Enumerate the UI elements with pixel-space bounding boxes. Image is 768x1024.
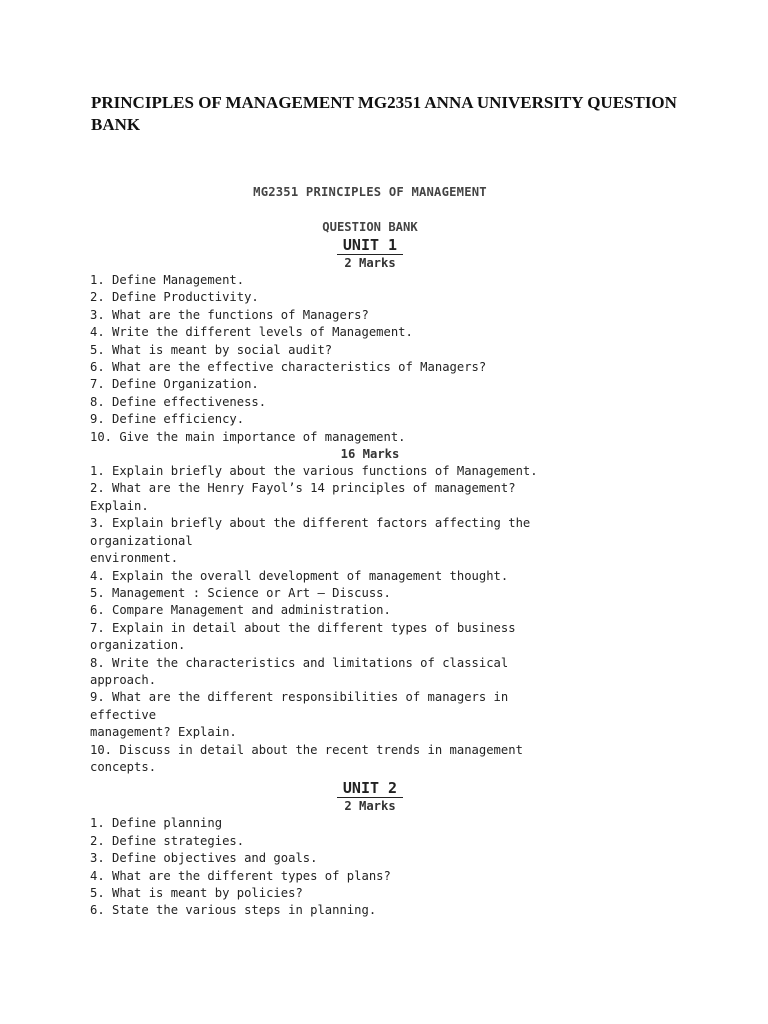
document-subtitle: MG2351 PRINCIPLES OF MANAGEMENT [253, 185, 487, 199]
marks-label: 16 Marks [340, 447, 400, 462]
question-item: 6. Compare Management and administration. [90, 603, 391, 618]
question-item: 2. Define Productivity. [90, 290, 259, 305]
question-item: 1. Define planning [90, 816, 223, 831]
question-item: 9. What are the different responsibilities of managers in effective management? Explain. [90, 690, 509, 740]
question-item: 5. What is meant by policies? [90, 886, 303, 900]
marks-label: 2 Marks [344, 256, 396, 270]
question-item: 7. Define Organization. [90, 377, 259, 392]
question-item: 3. What are the functions of Managers? [90, 307, 369, 322]
question-item: 4. What are the different types of plans? [90, 868, 391, 883]
document-title: PRINCIPLES OF MANAGEMENT MG2351 ANNA UNIVERSITY QUESTION BANK [91, 93, 677, 134]
question-list [90, 815, 650, 919]
question-item: 5. Management : Science or Art – Discuss. [90, 585, 391, 600]
question-item: 2. Define strategies. [90, 833, 245, 848]
unit-heading [90, 778, 650, 798]
question-bank-label: QUESTION BANK [322, 220, 418, 234]
unit-1-heading: UNIT 1 [337, 236, 403, 255]
question-item: 6. What are the effective characteristics of Managers? [90, 360, 487, 375]
marks-label: 2 Marks [344, 799, 396, 814]
question-item: 3. Explain briefly about the different factors affecting the organizational environment. [90, 516, 531, 566]
question-item: 1. Define Management. [90, 273, 245, 287]
question-item: 1. Explain briefly about the various functions of Management. [90, 464, 538, 479]
question-item: 8. Write the characteristics and limitations of classical approach. [90, 655, 509, 687]
question-item: 3. Define objectives and goals. [90, 851, 318, 866]
question-list [90, 272, 650, 446]
question-item: 10. Discuss in detail about the recent trends in management concepts. [90, 742, 523, 774]
question-item: 5. What is meant by social audit? [90, 342, 333, 357]
question-item: 2. What are the Henry Fayol’s 14 principles of management? Explain. [90, 481, 516, 513]
question-item: 10. Give the main importance of management. [90, 429, 406, 444]
question-list [90, 463, 650, 776]
unit-2-heading: UNIT 2 [337, 779, 403, 798]
unit-heading [90, 235, 650, 255]
question-item: 8. Define effectiveness. [90, 394, 267, 409]
question-item: 7. Explain in detail about the different types of business organization. [90, 620, 516, 653]
question-item: 4. Write the different levels of Management. [90, 325, 413, 340]
document-body [90, 183, 650, 920]
question-item: 9. Define efficiency. [90, 412, 245, 427]
question-item: 4. Explain the overall development of management thought. [90, 568, 509, 583]
question-item: 6. State the various steps in planning. [90, 903, 377, 918]
